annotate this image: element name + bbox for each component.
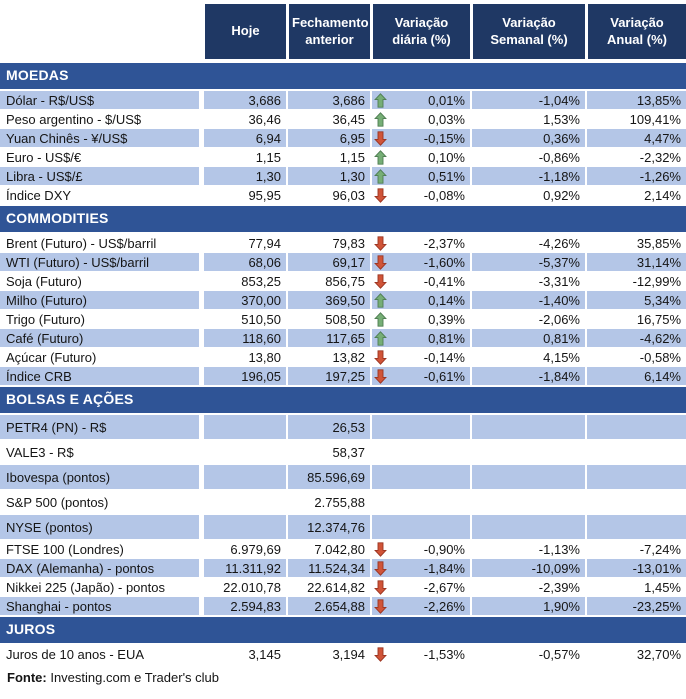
var-diaria-value: 0,14% xyxy=(428,292,465,308)
section-header: MOEDAS xyxy=(0,62,686,91)
var-anual-value xyxy=(585,490,686,515)
var-semanal-value: 4,15% xyxy=(470,348,585,367)
table-row xyxy=(0,272,686,291)
fechamento-value: 117,65 xyxy=(286,329,370,348)
row-label: Trigo (Futuro) xyxy=(0,310,202,329)
arrow-up-icon xyxy=(374,150,387,165)
var-diaria-cell xyxy=(370,310,470,329)
table-row xyxy=(0,465,686,490)
arrow-up-icon xyxy=(374,331,387,346)
var-diaria-value: -0,14% xyxy=(423,349,465,365)
var-diaria-cell xyxy=(370,540,470,559)
fechamento-value: 2.654,88 xyxy=(286,597,370,616)
column-header-5: Variação Anual (%) xyxy=(585,4,686,62)
row-label: NYSE (pontos) xyxy=(0,515,202,540)
arrow-down-icon xyxy=(374,255,387,270)
var-semanal-value: -1,18% xyxy=(470,167,585,186)
table-row xyxy=(0,310,686,329)
var-diaria-cell xyxy=(370,597,470,616)
var-anual-value: -13,01% xyxy=(585,559,686,578)
var-anual-value: 2,14% xyxy=(585,186,686,205)
hoje-value xyxy=(202,465,286,490)
var-semanal-value xyxy=(470,415,585,440)
var-anual-value xyxy=(585,515,686,540)
section-row xyxy=(0,616,686,645)
var-diaria-cell xyxy=(370,272,470,291)
var-diaria-cell xyxy=(370,645,470,664)
hoje-value: 77,94 xyxy=(202,234,286,253)
hoje-value xyxy=(202,440,286,465)
row-label: WTI (Futuro) - US$/barril xyxy=(0,253,202,272)
fechamento-value: 7.042,80 xyxy=(286,540,370,559)
row-label: Café (Futuro) xyxy=(0,329,202,348)
row-label: Brent (Futuro) - US$/barril xyxy=(0,234,202,253)
column-header-4: Variação Semanal (%) xyxy=(470,4,585,62)
var-diaria-value: -0,41% xyxy=(423,273,465,289)
fechamento-value: 36,45 xyxy=(286,110,370,129)
var-diaria-cell xyxy=(370,578,470,597)
fechamento-value: 3,686 xyxy=(286,91,370,110)
hoje-value: 118,60 xyxy=(202,329,286,348)
row-label: Peso argentino - $/US$ xyxy=(0,110,202,129)
row-label: Euro - US$/€ xyxy=(0,148,202,167)
arrow-down-icon xyxy=(374,561,387,576)
var-semanal-value: 1,90% xyxy=(470,597,585,616)
arrow-up-icon xyxy=(374,293,387,308)
var-semanal-value: 0,36% xyxy=(470,129,585,148)
var-semanal-value: -3,31% xyxy=(470,272,585,291)
section-header: JUROS xyxy=(0,616,686,645)
hoje-value: 196,05 xyxy=(202,367,286,386)
var-diaria-cell xyxy=(370,559,470,578)
section-header: COMMODITIES xyxy=(0,205,686,234)
var-anual-value: -1,26% xyxy=(585,167,686,186)
var-semanal-value: -2,06% xyxy=(470,310,585,329)
section-header: BOLSAS E AÇÕES xyxy=(0,386,686,415)
fechamento-value: 26,53 xyxy=(286,415,370,440)
table-row xyxy=(0,597,686,616)
var-diaria-cell xyxy=(370,186,470,205)
var-semanal-value: -1,40% xyxy=(470,291,585,310)
row-label: Shanghai - pontos xyxy=(0,597,202,616)
table-row xyxy=(0,578,686,597)
hoje-value: 853,25 xyxy=(202,272,286,291)
row-label: Milho (Futuro) xyxy=(0,291,202,310)
var-semanal-value: -4,26% xyxy=(470,234,585,253)
fechamento-value: 13,82 xyxy=(286,348,370,367)
var-semanal-value: 1,53% xyxy=(470,110,585,129)
row-label: Libra - US$/£ xyxy=(0,167,202,186)
var-anual-value xyxy=(585,415,686,440)
fechamento-value: 6,95 xyxy=(286,129,370,148)
var-anual-value: 1,45% xyxy=(585,578,686,597)
arrow-down-icon xyxy=(374,580,387,595)
hoje-value: 13,80 xyxy=(202,348,286,367)
row-label: Índice DXY xyxy=(0,186,202,205)
var-semanal-value: 0,92% xyxy=(470,186,585,205)
var-diaria-cell xyxy=(370,167,470,186)
section-row xyxy=(0,386,686,415)
table-row xyxy=(0,367,686,386)
var-anual-value: -23,25% xyxy=(585,597,686,616)
fechamento-value: 12.374,76 xyxy=(286,515,370,540)
arrow-down-icon xyxy=(374,188,387,203)
var-anual-value: 13,85% xyxy=(585,91,686,110)
var-anual-value: -4,62% xyxy=(585,329,686,348)
var-diaria-value: -2,26% xyxy=(423,598,465,614)
corner-cell xyxy=(0,4,202,62)
row-label: Ibovespa (pontos) xyxy=(0,465,202,490)
fechamento-value: 58,37 xyxy=(286,440,370,465)
fechamento-value: 197,25 xyxy=(286,367,370,386)
fechamento-value: 1,30 xyxy=(286,167,370,186)
var-diaria-value: -2,37% xyxy=(423,235,465,251)
arrow-down-icon xyxy=(374,274,387,289)
var-diaria-value: 0,01% xyxy=(428,92,465,108)
hoje-value: 22.010,78 xyxy=(202,578,286,597)
var-diaria-value: 0,03% xyxy=(428,111,465,127)
var-diaria-cell xyxy=(370,148,470,167)
financial-table xyxy=(0,4,686,664)
fechamento-value: 96,03 xyxy=(286,186,370,205)
var-anual-value xyxy=(585,465,686,490)
var-anual-value: -2,32% xyxy=(585,148,686,167)
var-diaria-value: -0,15% xyxy=(423,130,465,146)
var-anual-value: 31,14% xyxy=(585,253,686,272)
var-anual-value: -12,99% xyxy=(585,272,686,291)
arrow-down-icon xyxy=(374,236,387,251)
table-row xyxy=(0,415,686,440)
var-diaria-value: -0,90% xyxy=(423,541,465,557)
table-row xyxy=(0,515,686,540)
section-row xyxy=(0,62,686,91)
var-anual-value: 4,47% xyxy=(585,129,686,148)
var-semanal-value xyxy=(470,465,585,490)
var-diaria-cell xyxy=(370,490,470,515)
var-semanal-value: -10,09% xyxy=(470,559,585,578)
fechamento-value: 2.755,88 xyxy=(286,490,370,515)
var-anual-value: 35,85% xyxy=(585,234,686,253)
table-row xyxy=(0,186,686,205)
var-diaria-value: -0,61% xyxy=(423,368,465,384)
row-label: FTSE 100 (Londres) xyxy=(0,540,202,559)
arrow-down-icon xyxy=(374,542,387,557)
var-diaria-value: -1,53% xyxy=(423,646,465,662)
hoje-value: 6,94 xyxy=(202,129,286,148)
table-row xyxy=(0,167,686,186)
hoje-value: 6.979,69 xyxy=(202,540,286,559)
var-diaria-value: -1,84% xyxy=(423,560,465,576)
arrow-up-icon xyxy=(374,169,387,184)
row-label: Nikkei 225 (Japão) - pontos xyxy=(0,578,202,597)
var-semanal-value: -1,13% xyxy=(470,540,585,559)
source-note-label: Fonte: xyxy=(7,670,47,685)
arrow-down-icon xyxy=(374,599,387,614)
fechamento-value: 85.596,69 xyxy=(286,465,370,490)
hoje-value: 68,06 xyxy=(202,253,286,272)
hoje-value: 36,46 xyxy=(202,110,286,129)
fechamento-value: 11.524,34 xyxy=(286,559,370,578)
table-row xyxy=(0,559,686,578)
var-diaria-value: -1,60% xyxy=(423,254,465,270)
fechamento-value: 1,15 xyxy=(286,148,370,167)
var-diaria-cell xyxy=(370,465,470,490)
hoje-value: 370,00 xyxy=(202,291,286,310)
var-diaria-value: 0,10% xyxy=(428,149,465,165)
row-label: Açúcar (Futuro) xyxy=(0,348,202,367)
var-anual-value xyxy=(585,440,686,465)
var-anual-value: 16,75% xyxy=(585,310,686,329)
var-semanal-value: -2,39% xyxy=(470,578,585,597)
var-diaria-value: 0,81% xyxy=(428,330,465,346)
var-anual-value: 5,34% xyxy=(585,291,686,310)
column-header-2: Fechamento anterior xyxy=(286,4,370,62)
hoje-value: 510,50 xyxy=(202,310,286,329)
table-row xyxy=(0,91,686,110)
arrow-up-icon xyxy=(374,112,387,127)
row-label: PETR4 (PN) - R$ xyxy=(0,415,202,440)
var-anual-value: 109,41% xyxy=(585,110,686,129)
row-label: Juros de 10 anos - EUA xyxy=(0,645,202,664)
table-row xyxy=(0,110,686,129)
row-label: VALE3 - R$ xyxy=(0,440,202,465)
fechamento-value: 508,50 xyxy=(286,310,370,329)
var-anual-value: 6,14% xyxy=(585,367,686,386)
arrow-down-icon xyxy=(374,131,387,146)
var-semanal-value: -0,57% xyxy=(470,645,585,664)
hoje-value: 11.311,92 xyxy=(202,559,286,578)
var-diaria-cell xyxy=(370,367,470,386)
table-row xyxy=(0,645,686,664)
hoje-value: 3,686 xyxy=(202,91,286,110)
table-row xyxy=(0,291,686,310)
var-semanal-value: -1,04% xyxy=(470,91,585,110)
fechamento-value: 856,75 xyxy=(286,272,370,291)
fechamento-value: 369,50 xyxy=(286,291,370,310)
var-semanal-value: 0,81% xyxy=(470,329,585,348)
arrow-down-icon xyxy=(374,369,387,384)
arrow-up-icon xyxy=(374,93,387,108)
var-semanal-value xyxy=(470,440,585,465)
var-diaria-cell xyxy=(370,329,470,348)
var-diaria-cell xyxy=(370,440,470,465)
row-label: Índice CRB xyxy=(0,367,202,386)
table-row xyxy=(0,148,686,167)
row-label: Dólar - R$/US$ xyxy=(0,91,202,110)
var-diaria-cell xyxy=(370,415,470,440)
fechamento-value: 79,83 xyxy=(286,234,370,253)
var-anual-value: -0,58% xyxy=(585,348,686,367)
var-diaria-cell xyxy=(370,291,470,310)
var-diaria-value: -0,08% xyxy=(423,187,465,203)
table-header-row xyxy=(0,4,686,62)
row-label: Yuan Chinês - ¥/US$ xyxy=(0,129,202,148)
var-diaria-cell xyxy=(370,110,470,129)
arrow-down-icon xyxy=(374,350,387,365)
var-diaria-cell xyxy=(370,348,470,367)
var-semanal-value xyxy=(470,515,585,540)
row-label: DAX (Alemanha) - pontos xyxy=(0,559,202,578)
var-semanal-value xyxy=(470,490,585,515)
hoje-value xyxy=(202,515,286,540)
var-anual-value: 32,70% xyxy=(585,645,686,664)
source-note xyxy=(0,664,686,685)
hoje-value: 3,145 xyxy=(202,645,286,664)
fechamento-value: 69,17 xyxy=(286,253,370,272)
fechamento-value: 3,194 xyxy=(286,645,370,664)
row-label: Soja (Futuro) xyxy=(0,272,202,291)
var-diaria-value: 0,39% xyxy=(428,311,465,327)
arrow-down-icon xyxy=(374,647,387,662)
var-diaria-cell xyxy=(370,129,470,148)
var-semanal-value: -1,84% xyxy=(470,367,585,386)
hoje-value: 2.594,83 xyxy=(202,597,286,616)
section-row xyxy=(0,205,686,234)
column-header-1: Hoje xyxy=(202,4,286,62)
var-diaria-cell xyxy=(370,515,470,540)
var-diaria-cell xyxy=(370,253,470,272)
var-diaria-value: -2,67% xyxy=(423,579,465,595)
hoje-value: 1,15 xyxy=(202,148,286,167)
table-row xyxy=(0,253,686,272)
hoje-value xyxy=(202,415,286,440)
var-semanal-value: -5,37% xyxy=(470,253,585,272)
var-diaria-cell xyxy=(370,91,470,110)
table-row xyxy=(0,540,686,559)
row-label: S&P 500 (pontos) xyxy=(0,490,202,515)
table-row xyxy=(0,490,686,515)
var-diaria-value: 0,51% xyxy=(428,168,465,184)
var-diaria-cell xyxy=(370,234,470,253)
table-row xyxy=(0,129,686,148)
table-row xyxy=(0,329,686,348)
hoje-value: 95,95 xyxy=(202,186,286,205)
fechamento-value: 22.614,82 xyxy=(286,578,370,597)
hoje-value: 1,30 xyxy=(202,167,286,186)
source-note-text: Investing.com e Trader's club xyxy=(50,670,220,685)
hoje-value xyxy=(202,490,286,515)
column-header-3: Variação diária (%) xyxy=(370,4,470,62)
table-row xyxy=(0,348,686,367)
var-anual-value: -7,24% xyxy=(585,540,686,559)
table-row xyxy=(0,440,686,465)
var-semanal-value: -0,86% xyxy=(470,148,585,167)
table-row xyxy=(0,234,686,253)
arrow-up-icon xyxy=(374,312,387,327)
